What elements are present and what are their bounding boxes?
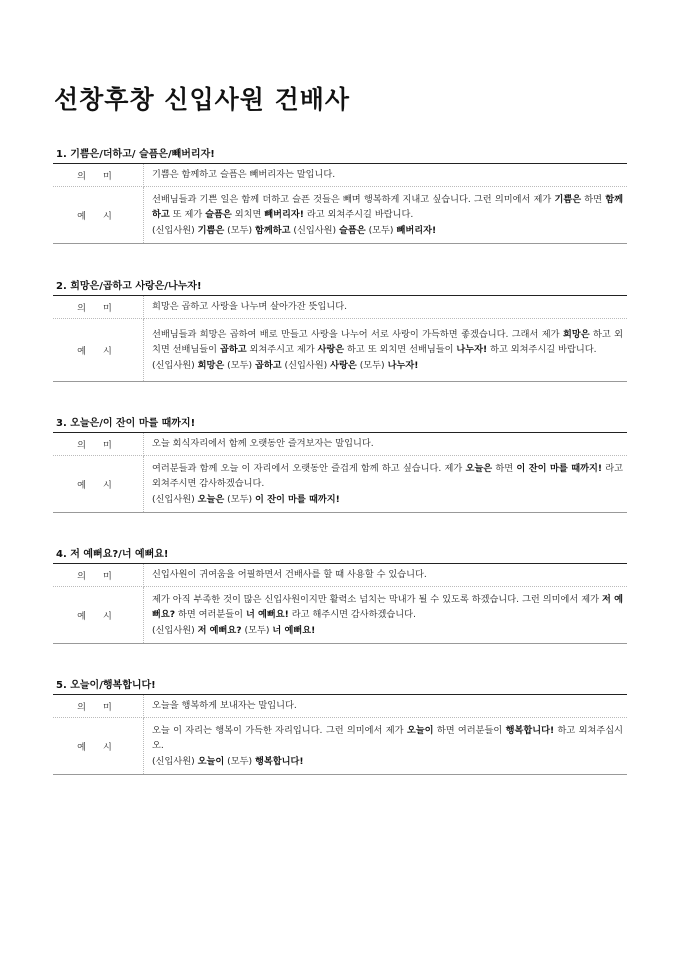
chant-word: 사랑은	[317, 344, 345, 356]
chant-word: 너 예뻐요!	[272, 624, 316, 636]
meaning-text: 오늘 회식자리에서 함께 오랫동안 즐겨보자는 말입니다.	[144, 433, 628, 456]
chant-word: 희망은	[562, 328, 590, 340]
speaker-label: (모두)	[224, 755, 255, 767]
example-text-part: 하고 외치면 선배님들이	[152, 328, 624, 356]
example-text-part: 선배님들과 기쁜 일은 함께 더하고 슬픈 것들은 빼며 행복하게 지내고 싶습니다. 그런 의미에서 제가	[152, 193, 555, 205]
example-text-part: 외쳐주시고 제가	[246, 344, 318, 356]
chant-word: 곱하고	[255, 359, 282, 371]
speaker-label: (신입사원)	[152, 359, 198, 371]
example-text-part: 라고 외쳐주시면 감사하겠습니다.	[152, 462, 624, 490]
example-label: 예 시	[53, 319, 144, 382]
meaning-row	[53, 695, 627, 718]
chant-word: 나누자!	[387, 359, 419, 371]
example-text-part: 하면	[581, 193, 606, 205]
meaning-row	[53, 164, 627, 187]
section-heading: 4. 저 예뻐요?/너 예뻐요!	[56, 549, 169, 560]
speaker-label: (모두)	[224, 359, 255, 371]
speaker-label: (모두)	[365, 224, 397, 236]
meaning-label: 의 미	[53, 296, 144, 319]
example-text	[144, 587, 628, 644]
chant-word: 행복합니다!	[255, 755, 304, 767]
section-1	[53, 146, 627, 244]
definition-table	[53, 432, 627, 513]
meaning-text: 신입사원이 귀여움을 어필하면서 건배사를 할 때 사용할 수 있습니다.	[144, 564, 628, 587]
chant-word: 곱하고	[219, 344, 247, 356]
example-text-part: 또 제가	[169, 209, 206, 221]
chant-word: 오늘이	[197, 755, 225, 767]
chant-word: 저 예뻐요?	[197, 624, 242, 636]
section-5	[53, 677, 627, 775]
speaker-label: (모두)	[356, 359, 388, 371]
definition-table	[53, 295, 627, 382]
chant-word: 슬픔은	[205, 209, 232, 221]
section-heading: 1. 기쁨은/더하고/ 슬픔은/빼버리자!	[56, 149, 215, 160]
chant-word: 나누자!	[456, 344, 488, 356]
definition-table	[53, 694, 627, 775]
section-4	[53, 546, 627, 644]
speaker-label: (신입사원)	[152, 624, 198, 636]
example-text-part: 라고 외쳐주시길 바랍니다.	[303, 209, 414, 221]
chant-word: 이 잔이 마를 때까지!	[255, 493, 340, 505]
example-text	[144, 718, 628, 775]
section-3	[53, 415, 627, 513]
example-text-part: 선배님들과 희망은 곱하여 배로 만들고 사랑을 나누어 서로 사랑이 가득하면 좋겠습니다. 그래서 제가	[152, 328, 563, 340]
section-heading: 3. 오늘은/이 잔이 마를 때까지!	[56, 418, 196, 429]
example-row	[53, 587, 627, 644]
speaker-label: (신입사원)	[152, 493, 198, 505]
definition-table	[53, 163, 627, 244]
meaning-row	[53, 296, 627, 319]
section-2	[53, 278, 627, 382]
example-row	[53, 456, 627, 513]
example-text-part: 하고 외쳐주시길 바랍니다.	[487, 344, 597, 356]
example-text-part: 하고 외쳐주십시오.	[152, 724, 624, 752]
example-text	[144, 187, 628, 244]
example-text-part: 하면 여러분들이	[433, 724, 506, 736]
meaning-label: 의 미	[53, 564, 144, 587]
speaker-label: (모두)	[224, 493, 255, 505]
example-label: 예 시	[53, 718, 144, 775]
example-label: 예 시	[53, 456, 144, 513]
chant-word: 이 잔이 마를 때까지!	[516, 462, 603, 474]
chant-word: 기쁨은	[197, 224, 225, 236]
example-text-part: 제가 아직 부족한 것이 많은 신입사원이지만 활력소 넘치는 막내가 될 수 있도록 하겠습니다. 그런 의미에서 제가	[152, 593, 602, 605]
example-text-part: 외치면	[231, 209, 265, 221]
example-row	[53, 187, 627, 244]
meaning-text: 희망은 곱하고 사랑을 나누며 살아가잔 뜻입니다.	[144, 296, 628, 319]
section-heading: 2. 희망은/곱하고 사랑은/나누자!	[56, 281, 202, 292]
chant-word: 빼버리자!	[396, 224, 437, 236]
example-text	[144, 456, 628, 513]
section-heading: 5. 오늘이/행복합니다!	[56, 680, 156, 691]
speaker-label: (신입사원)	[152, 755, 198, 767]
meaning-label: 의 미	[53, 164, 144, 187]
chant-word: 오늘이	[406, 724, 434, 736]
meaning-text: 기쁨은 함께하고 슬픔은 빼버리자는 말입니다.	[144, 164, 628, 187]
example-text-part: 라고 해주시면 감사하겠습니다.	[288, 609, 416, 621]
speaker-label: (신입사원)	[281, 359, 331, 371]
meaning-row	[53, 564, 627, 587]
chant-word: 슬픔은	[339, 224, 366, 236]
chant-word: 너 예뻐요!	[245, 609, 289, 621]
speaker-label: (모두)	[241, 624, 273, 636]
chant-word: 희망은	[197, 359, 225, 371]
speaker-label: (모두)	[224, 224, 255, 236]
example-label: 예 시	[53, 187, 144, 244]
example-text-part: 오늘 이 자리는 행복이 가득한 자리입니다. 그런 의미에서 제가	[152, 724, 407, 736]
example-row	[53, 319, 627, 382]
example-text	[144, 319, 628, 382]
meaning-label: 의 미	[53, 695, 144, 718]
chant-word: 빼버리자!	[264, 209, 304, 221]
example-text-part: 하면	[492, 462, 517, 474]
chant-word: 사랑은	[330, 359, 357, 371]
chant-word: 기쁨은	[554, 193, 582, 205]
example-text-part: 하면 여러분들이	[175, 609, 246, 621]
example-text-part: 하고 또 외치면 선배님들이	[344, 344, 457, 356]
definition-table	[53, 563, 627, 644]
meaning-text: 오늘을 행복하게 보내자는 말입니다.	[144, 695, 628, 718]
meaning-row	[53, 433, 627, 456]
chant-word: 오늘은	[465, 462, 493, 474]
meaning-label: 의 미	[53, 433, 144, 456]
example-label: 예 시	[53, 587, 144, 644]
page-title: 선창후창 신입사원 건배사	[54, 85, 351, 114]
chant-word: 함께하고	[152, 193, 624, 221]
example-row	[53, 718, 627, 775]
example-text-part: 여러분들과 함께 오늘 이 자리에서 오랫동안 즐겁게 함께 하고 싶습니다. 제가	[152, 462, 466, 474]
speaker-label: (신입사원)	[152, 224, 198, 236]
speaker-label: (신입사원)	[290, 224, 340, 236]
chant-word: 함께하고	[255, 224, 291, 236]
chant-word: 저 예뻐요?	[152, 593, 623, 621]
chant-word: 행복합니다!	[505, 724, 555, 736]
chant-word: 오늘은	[197, 493, 225, 505]
